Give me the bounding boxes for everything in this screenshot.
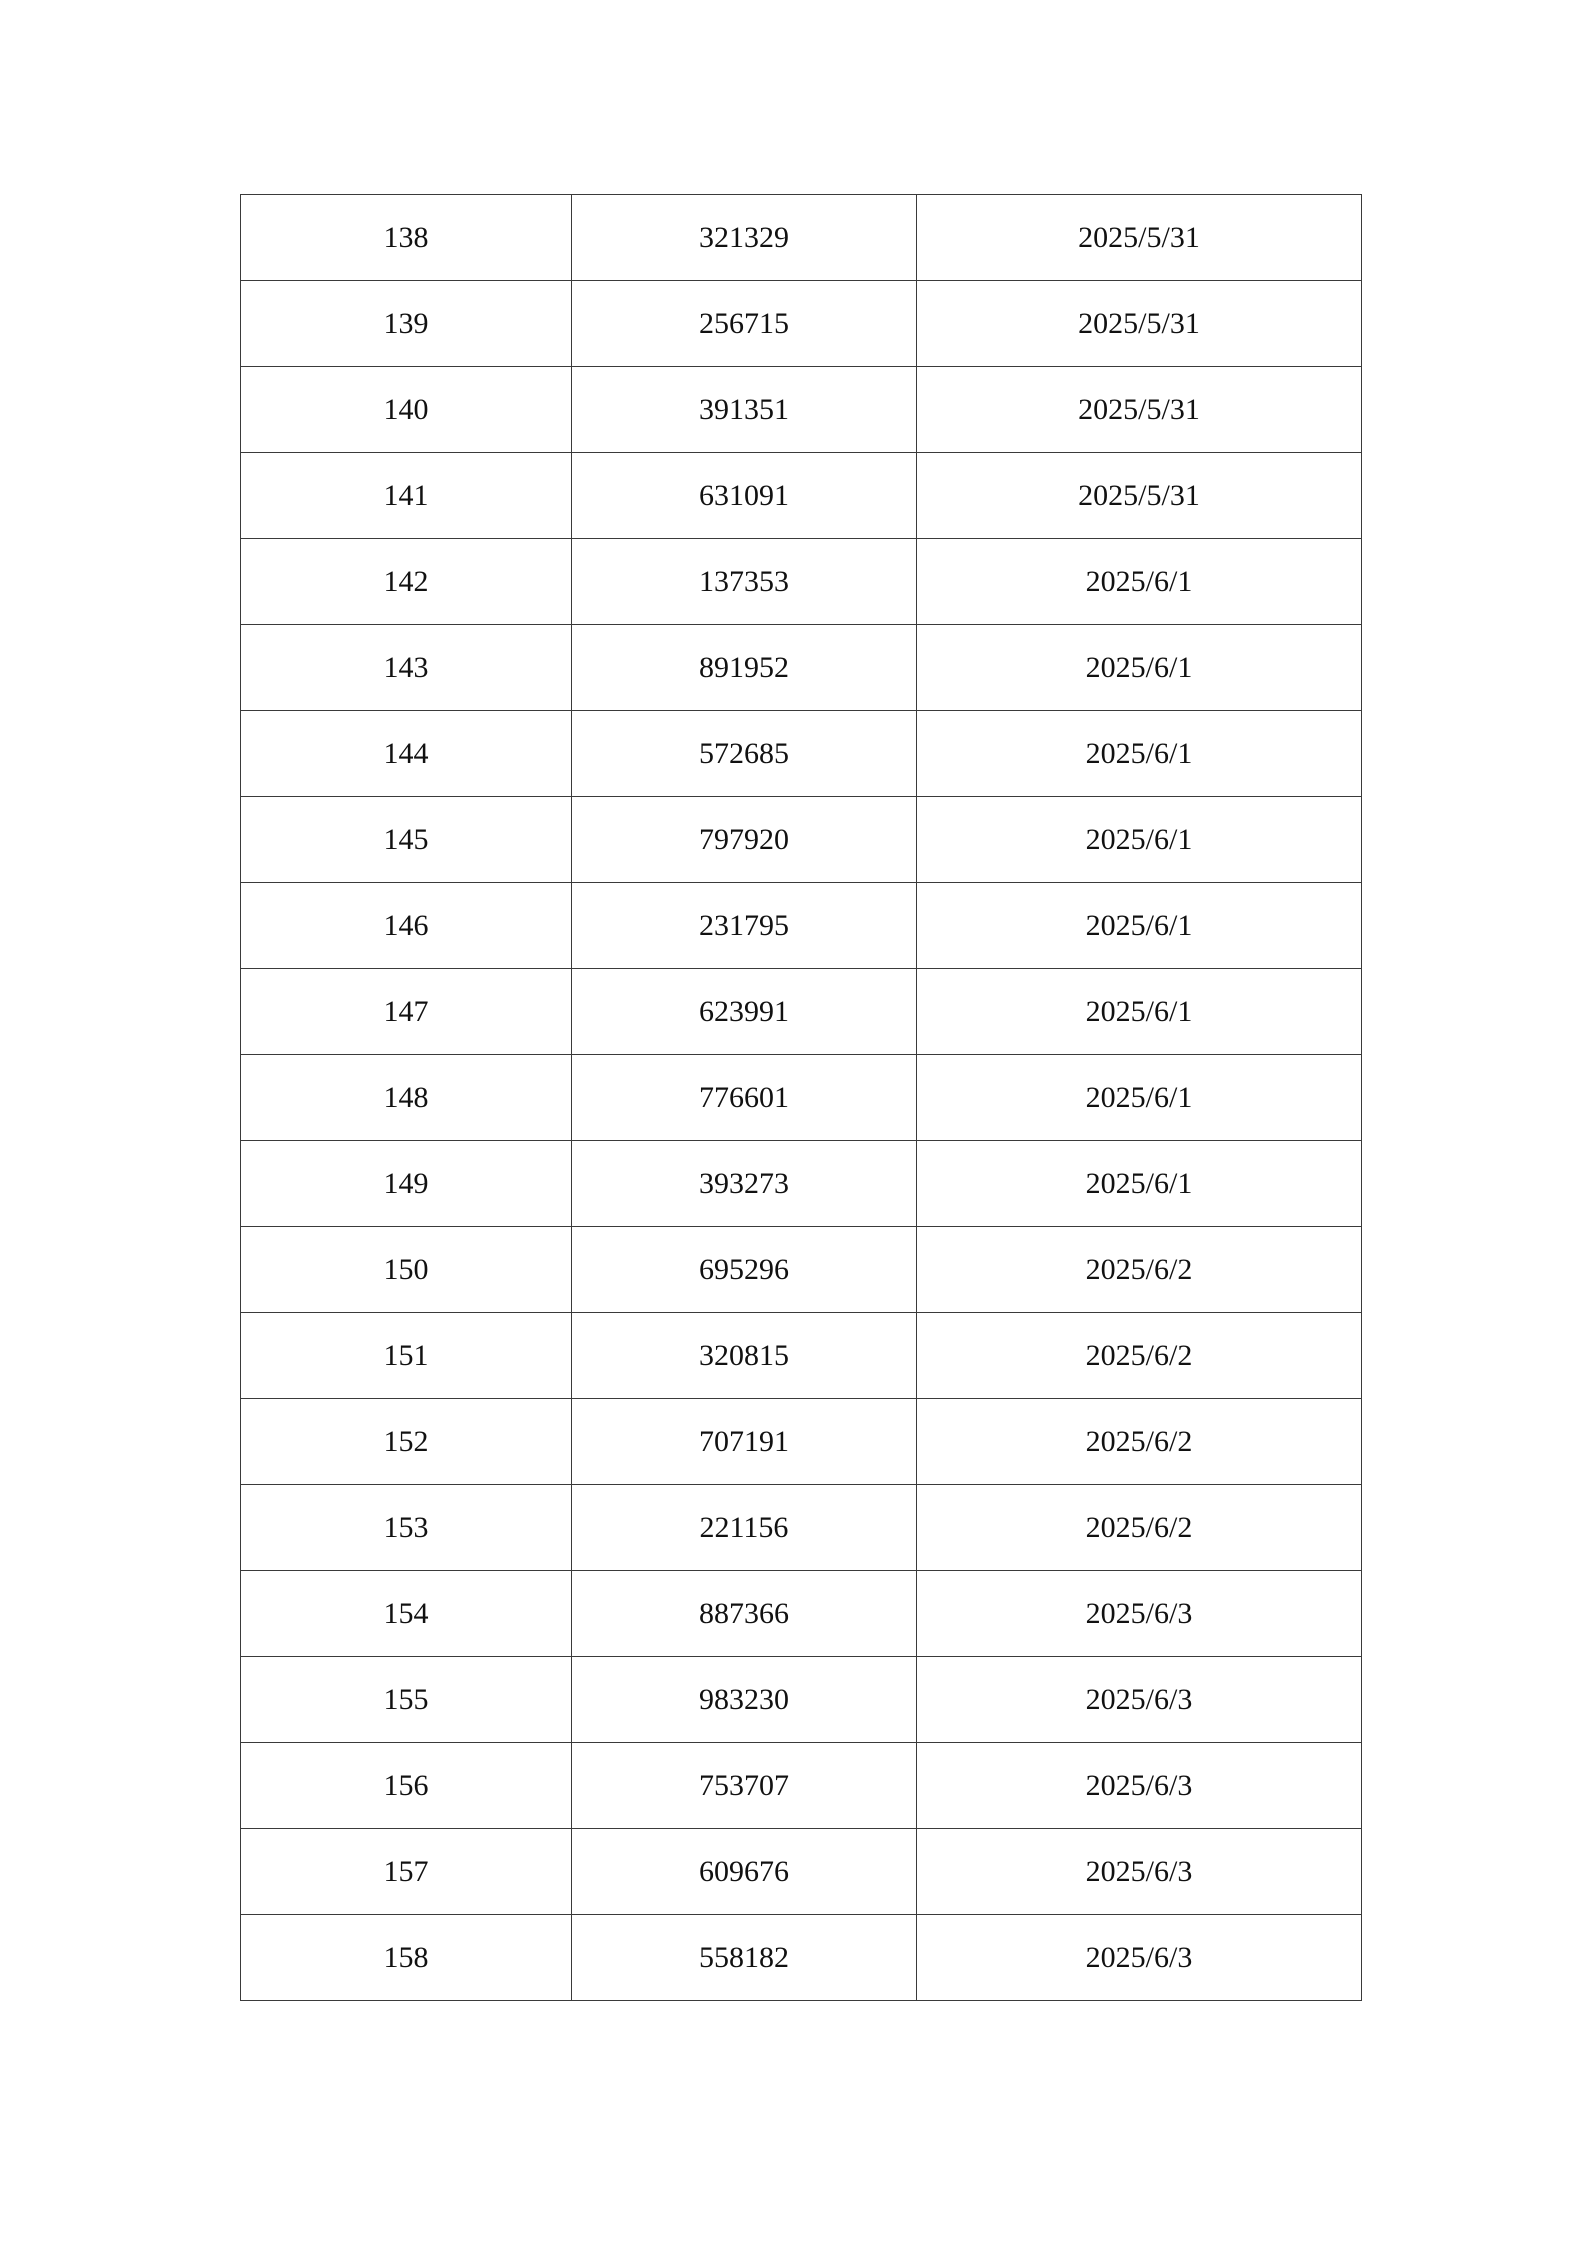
index-cell: 156 (241, 1743, 572, 1829)
table-row (241, 1313, 1362, 1399)
date-cell: 2025/6/3 (917, 1657, 1362, 1743)
date-cell: 2025/6/3 (917, 1829, 1362, 1915)
date-cell: 2025/6/2 (917, 1399, 1362, 1485)
number-cell: 572685 (572, 711, 917, 797)
number-cell: 707191 (572, 1399, 917, 1485)
number-cell: 256715 (572, 281, 917, 367)
index-cell: 158 (241, 1915, 572, 2001)
table-row (241, 969, 1362, 1055)
table-row (241, 1485, 1362, 1571)
data-table (240, 194, 1362, 2001)
table-row (241, 1743, 1362, 1829)
table-row (241, 883, 1362, 969)
number-cell: 631091 (572, 453, 917, 539)
table-row (241, 1055, 1362, 1141)
table-row (241, 539, 1362, 625)
table-row (241, 1571, 1362, 1657)
number-cell: 695296 (572, 1227, 917, 1313)
index-cell: 155 (241, 1657, 572, 1743)
number-cell: 558182 (572, 1915, 917, 2001)
table-body (241, 195, 1362, 2001)
number-cell: 887366 (572, 1571, 917, 1657)
table-row (241, 1829, 1362, 1915)
index-cell: 157 (241, 1829, 572, 1915)
index-cell: 152 (241, 1399, 572, 1485)
table-row (241, 797, 1362, 883)
index-cell: 143 (241, 625, 572, 711)
table-row (241, 453, 1362, 539)
date-cell: 2025/6/1 (917, 711, 1362, 797)
table-row (241, 1915, 1362, 2001)
number-cell: 393273 (572, 1141, 917, 1227)
number-cell: 609676 (572, 1829, 917, 1915)
date-cell: 2025/5/31 (917, 453, 1362, 539)
index-cell: 144 (241, 711, 572, 797)
date-cell: 2025/6/1 (917, 539, 1362, 625)
index-cell: 146 (241, 883, 572, 969)
date-cell: 2025/5/31 (917, 281, 1362, 367)
date-cell: 2025/6/1 (917, 883, 1362, 969)
date-cell: 2025/6/1 (917, 1055, 1362, 1141)
table-row (241, 367, 1362, 453)
table-row (241, 1141, 1362, 1227)
index-cell: 138 (241, 195, 572, 281)
date-cell: 2025/6/1 (917, 969, 1362, 1055)
index-cell: 139 (241, 281, 572, 367)
table-row (241, 1657, 1362, 1743)
table-row (241, 1227, 1362, 1313)
number-cell: 983230 (572, 1657, 917, 1743)
date-cell: 2025/6/2 (917, 1313, 1362, 1399)
index-cell: 150 (241, 1227, 572, 1313)
number-cell: 753707 (572, 1743, 917, 1829)
index-cell: 140 (241, 367, 572, 453)
number-cell: 891952 (572, 625, 917, 711)
number-cell: 320815 (572, 1313, 917, 1399)
number-cell: 137353 (572, 539, 917, 625)
date-cell: 2025/6/3 (917, 1743, 1362, 1829)
index-cell: 149 (241, 1141, 572, 1227)
table-row (241, 625, 1362, 711)
index-cell: 148 (241, 1055, 572, 1141)
date-cell: 2025/6/1 (917, 797, 1362, 883)
index-cell: 145 (241, 797, 572, 883)
date-cell: 2025/5/31 (917, 195, 1362, 281)
date-cell: 2025/6/1 (917, 625, 1362, 711)
number-cell: 231795 (572, 883, 917, 969)
index-cell: 154 (241, 1571, 572, 1657)
index-cell: 151 (241, 1313, 572, 1399)
date-cell: 2025/6/1 (917, 1141, 1362, 1227)
number-cell: 776601 (572, 1055, 917, 1141)
index-cell: 141 (241, 453, 572, 539)
date-cell: 2025/5/31 (917, 367, 1362, 453)
table-row (241, 711, 1362, 797)
number-cell: 321329 (572, 195, 917, 281)
index-cell: 142 (241, 539, 572, 625)
number-cell: 221156 (572, 1485, 917, 1571)
table-row (241, 281, 1362, 367)
date-cell: 2025/6/2 (917, 1485, 1362, 1571)
index-cell: 147 (241, 969, 572, 1055)
number-cell: 623991 (572, 969, 917, 1055)
number-cell: 797920 (572, 797, 917, 883)
table-row (241, 195, 1362, 281)
table-row (241, 1399, 1362, 1485)
date-cell: 2025/6/3 (917, 1915, 1362, 2001)
date-cell: 2025/6/2 (917, 1227, 1362, 1313)
number-cell: 391351 (572, 367, 917, 453)
index-cell: 153 (241, 1485, 572, 1571)
date-cell: 2025/6/3 (917, 1571, 1362, 1657)
